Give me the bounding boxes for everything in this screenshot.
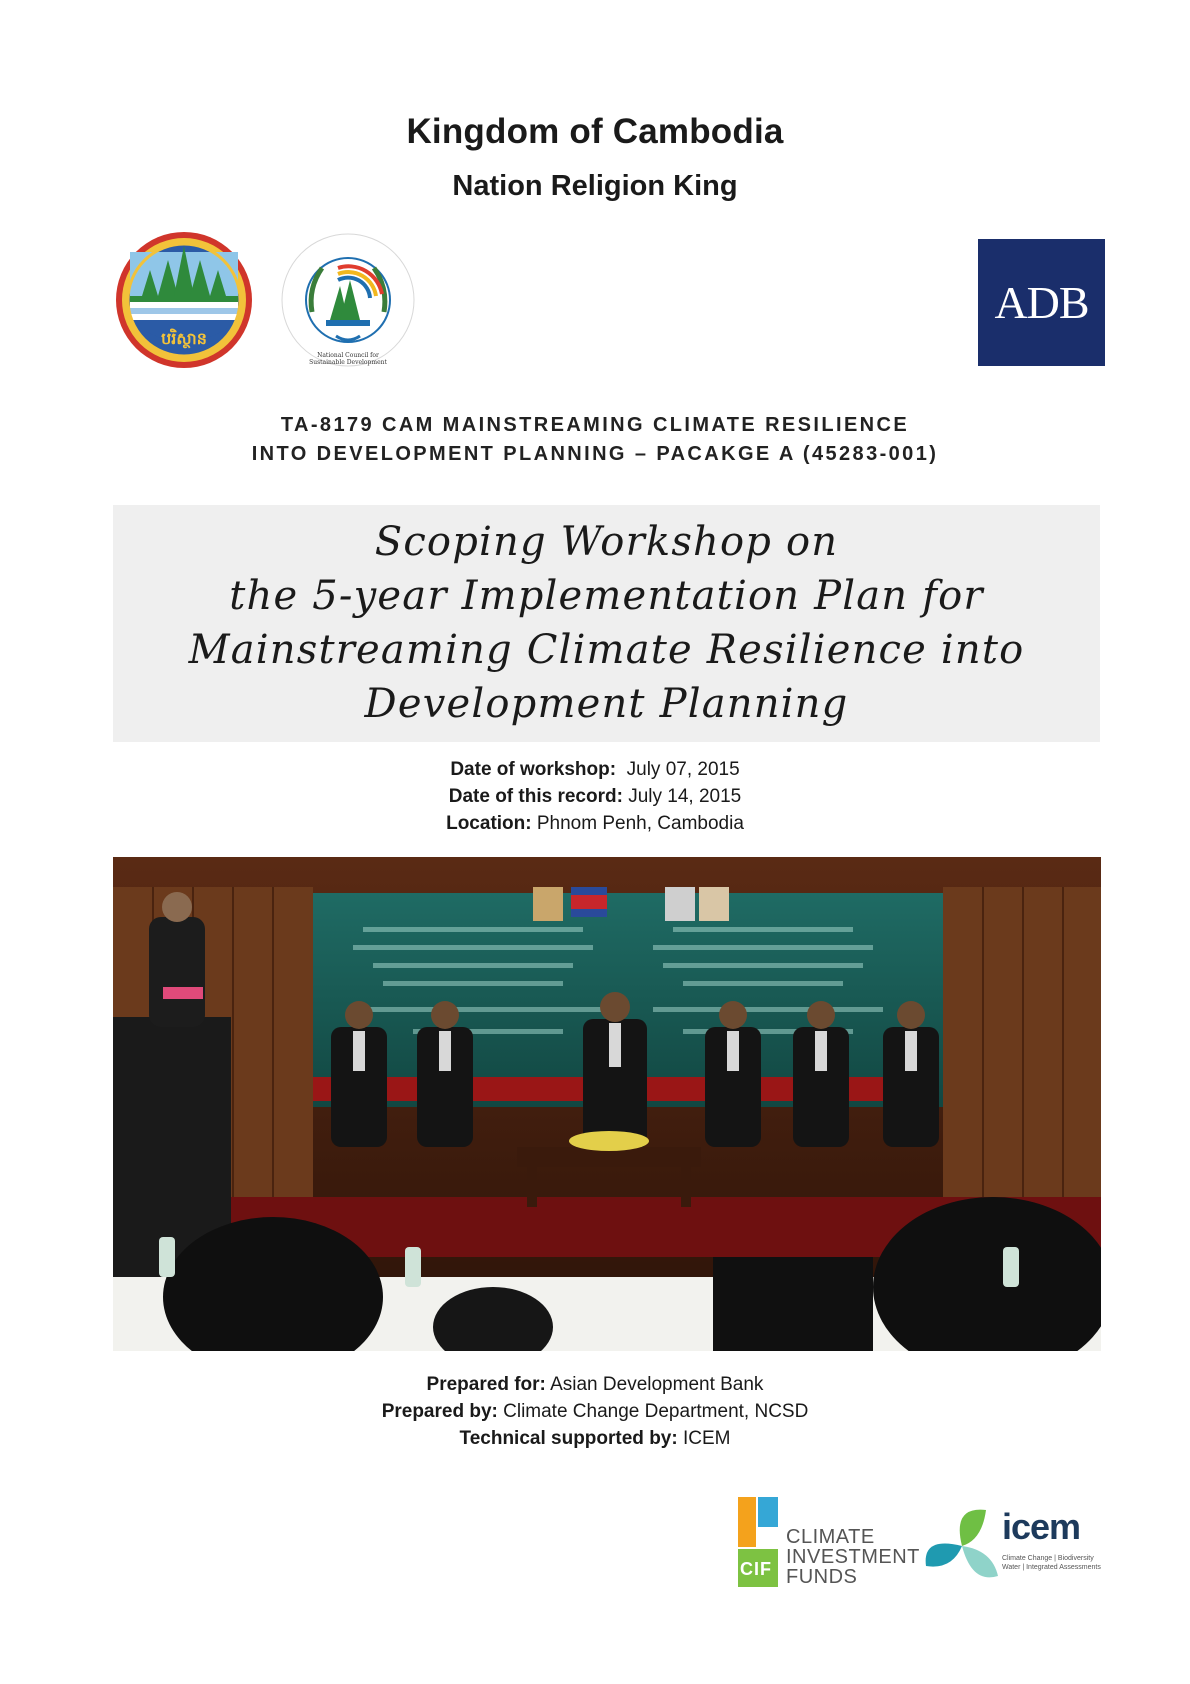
prepared-for-value: Asian Development Bank bbox=[550, 1374, 764, 1395]
prepared-by-value: Climate Change Department, NCSD bbox=[503, 1401, 809, 1422]
icem-logo bbox=[922, 1506, 1102, 1586]
prepared-for-label: Prepared for: bbox=[426, 1374, 546, 1395]
workshop-title-line: the 5-year Implementation Plan for bbox=[229, 573, 984, 619]
cif-logo-mark: CIF bbox=[740, 1559, 772, 1579]
adb-logo bbox=[978, 239, 1105, 366]
adb-logo-text: ADB bbox=[994, 277, 1089, 328]
ministry-of-environment-logo bbox=[114, 230, 254, 370]
technical-support-row bbox=[0, 1425, 1190, 1452]
icem-logo-text: icem bbox=[1002, 1506, 1081, 1547]
location-row bbox=[0, 810, 1190, 837]
record-date-value: July 14, 2015 bbox=[628, 786, 742, 807]
icem-tagline: Water | Integrated Assessments bbox=[1002, 1564, 1101, 1571]
location-value: Phnom Penh, Cambodia bbox=[536, 813, 744, 834]
record-date-label: Date of this record: bbox=[448, 786, 623, 807]
project-line-1: TA-8179 CAM MAINSTREAMING CLIMATE RESILIENCE bbox=[280, 414, 910, 436]
workshop-title-line: Development Planning bbox=[364, 681, 849, 727]
prepared-by-row bbox=[0, 1398, 1190, 1425]
prepared-by-label: Prepared by: bbox=[381, 1401, 498, 1422]
location-label: Location: bbox=[446, 813, 532, 834]
workshop-title-line: Mainstreaming Climate Resilience into bbox=[188, 627, 1025, 673]
cif-logo-line: FUNDS bbox=[786, 1566, 858, 1588]
cif-logo-line: CLIMATE bbox=[786, 1526, 875, 1548]
technical-support-value: ICEM bbox=[682, 1428, 731, 1449]
ncsd-logo bbox=[278, 228, 418, 372]
workshop-date-row bbox=[0, 756, 1190, 783]
national-motto: Nation Religion King bbox=[452, 170, 738, 202]
prepared-for-row bbox=[0, 1371, 1190, 1398]
record-date-row bbox=[0, 783, 1190, 810]
technical-support-label: Technical supported by: bbox=[459, 1428, 678, 1449]
workshop-photo bbox=[113, 857, 1101, 1351]
climate-investment-funds-logo bbox=[738, 1497, 920, 1588]
icem-tagline: Climate Change | Biodiversity bbox=[1002, 1555, 1094, 1562]
cif-logo-line: INVESTMENT bbox=[786, 1546, 920, 1568]
workshop-title-line: Scoping Workshop on bbox=[374, 519, 839, 565]
workshop-date-label: Date of workshop: bbox=[450, 759, 617, 780]
workshop-title-box bbox=[113, 505, 1100, 742]
ncsd-logo-text: National Council for Sustainable Development bbox=[309, 352, 387, 366]
project-line-2: INTO DEVELOPMENT PLANNING – PACAKGE A (45283-001) bbox=[251, 443, 939, 465]
credits bbox=[0, 1371, 1190, 1452]
workshop-meta bbox=[0, 756, 1190, 837]
ministry-logo-label: បរិស្ថាន bbox=[161, 331, 207, 348]
workshop-date-value: July 07, 2015 bbox=[626, 759, 740, 780]
country-title: Kingdom of Cambodia bbox=[406, 112, 784, 151]
